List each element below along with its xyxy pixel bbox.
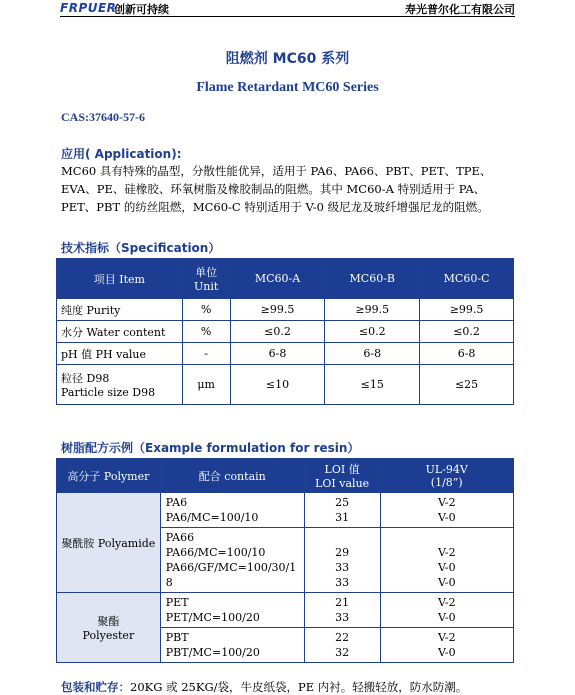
formulation-header-row	[57, 459, 514, 493]
title-chinese: 阻燃剂 MC60 系列	[225, 51, 350, 67]
col-mc60-a: MC60-A	[230, 259, 325, 299]
company-logo: FRPUER	[60, 1, 117, 15]
col-loi: LOI 值 LOI value	[304, 459, 380, 493]
application-line: EVA、PE、硅橡胶、环氧树脂及橡胶制品的阻燃。其中 MC60-A 特别适用于 PA、	[61, 182, 486, 196]
cas-number: CAS:37640-57-6	[61, 110, 145, 124]
col-mc60-c: MC60-C	[420, 259, 514, 299]
col-contain: 配合 contain	[160, 459, 304, 493]
formulation-table	[56, 458, 514, 663]
table-row: 水分 Water content % ≤0.2 ≤0.2 ≤0.2	[57, 321, 514, 343]
col-mc60-b: MC60-B	[325, 259, 420, 299]
table-row: 聚酰胺 Polyamide PA6 PA6/MC=100/10 25 31 V-2 V-0	[57, 493, 514, 528]
formulation-heading: 树脂配方示例（Example formulation for resin）	[61, 441, 360, 455]
table-row: 纯度 Purity % ≥99.5 ≥99.5 ≥99.5	[57, 299, 514, 321]
application-text	[61, 162, 521, 216]
page-header	[60, 0, 515, 17]
packing-text: ：20KG 或 25KG/袋，牛皮纸袋，PE 内衬。轻搬轻放，防水防潮。	[118, 680, 468, 694]
company-name: 寿光普尔化工有限公司	[405, 3, 515, 16]
table-row: pH 值 PH value - 6-8 6-8 6-8	[57, 343, 514, 365]
spec-table	[56, 258, 514, 405]
application-line: MC60 具有特殊的晶型，分散性能优异，适用于 PA6、PA66、PBT、PET、TPE、	[61, 164, 492, 178]
packing-label: 包装和贮存	[61, 680, 119, 694]
col-unit: 单位 Unit	[182, 259, 230, 299]
table-row: PA66 PA66/MC=100/10 PA66/GF/MC=100/30/1 8 29 33 33 V-2 V-0 V-0	[57, 528, 514, 593]
table-row: 粒径 D98 Particle size D98 μm ≤10 ≤15 ≤25	[57, 365, 514, 405]
application-line: PET、PBT 的纺丝阻燃，MC60-C 特别适用于 V-0 级尼龙及玻纤增强尼龙的阻燃。	[61, 200, 489, 214]
packing-storage	[61, 679, 467, 695]
table-row: PBT PBT/MC=100/20 22 32 V-2 V-0	[57, 628, 514, 663]
slogan: 创新可持续	[114, 3, 169, 16]
col-ul94: UL-94V (1/8”)	[380, 459, 513, 493]
col-item: 项目 Item	[57, 259, 183, 299]
spec-header-row	[57, 259, 514, 299]
application-heading: 应用( Application):	[61, 147, 182, 161]
table-row: 聚酯 Polyester PET PET/MC=100/20 21 33 V-2 V-0	[57, 593, 514, 628]
spec-heading: 技术指标（Specification）	[61, 241, 221, 255]
polymer-polyamide: 聚酰胺 Polyamide	[57, 493, 161, 593]
polymer-polyester: 聚酯 Polyester	[57, 593, 161, 663]
title-english: Flame Retardant MC60 Series	[196, 80, 379, 95]
col-polymer: 高分子 Polymer	[57, 459, 161, 493]
